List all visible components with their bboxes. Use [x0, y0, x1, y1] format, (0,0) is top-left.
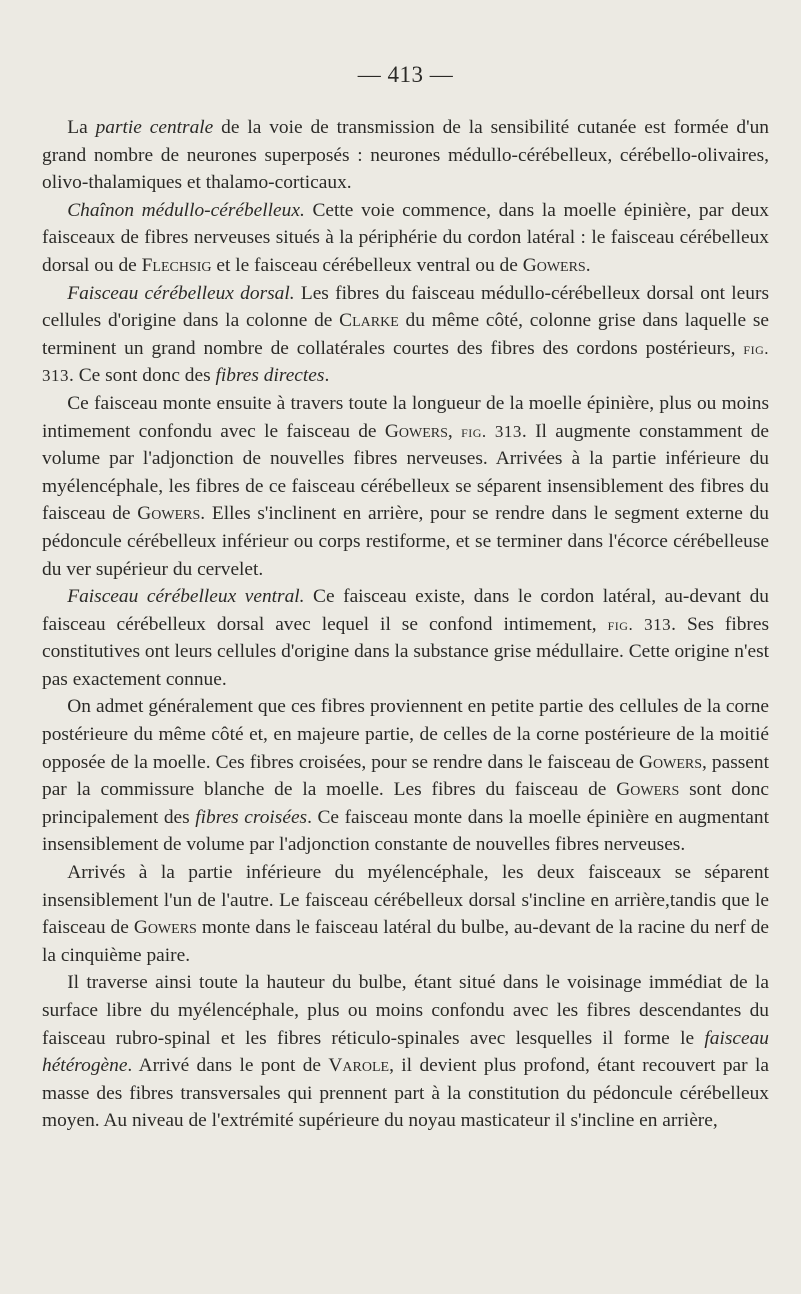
section-heading-dorsal: Faisceau cérébelleux dorsal. [67, 282, 295, 304]
author-name: Flechsig [141, 254, 212, 276]
text: , passent par la commissure blanche de la moelle. Les fibres du faisceau de [42, 751, 769, 801]
text: . Ce sont donc des [69, 365, 216, 387]
text: Cette voie commence, dans la moelle épinière, par deux faisceaux de fibres nerveuses situés à la périphérie du cordon latéral : le faisceau cérébelleux dorsal ou de [42, 199, 769, 276]
italic-term: fibres directes [215, 365, 325, 387]
page-number: — 413 — [357, 62, 454, 87]
figure-reference: fig. 313 [607, 614, 672, 634]
italic-term: faisceau hétérogène [42, 1027, 769, 1077]
text: . Ce faisceau monte dans la moelle épinière en augmentant insensiblement de volume par l'adjonction constante de nouvelles fibres nerveuses. [42, 806, 769, 856]
figure-reference: fig. 313 [461, 421, 522, 441]
text: Il traverse ainsi toute la hauteur du bulbe, étant situé dans le voisinage immédiat de la surface libre du myélencéphale, plus ou moins confondu avec les fibres descendantes du faisceau rubro-spinal et les fibres réticulo-spinales avec lesquelles il forme le [42, 972, 769, 1049]
author-name: Gowers [616, 779, 680, 801]
author-name: Clarke [339, 310, 399, 332]
text: monte dans le faisceau latéral du bulbe, au-devant de la racine du nerf de la cinquième paire. [42, 917, 770, 966]
text: sont donc principalement des [42, 779, 770, 828]
text: , [447, 420, 462, 442]
paragraph-3 [42, 280, 769, 390]
text: . Il augmente constamment de volume par l'adjonction de nouvelles fibres nerveuses. Arrivées à la partie inférieure du myélencéphale, les fibres de ce faisceau cérébelleux se séparent insensiblement des fibres du faisceau de [42, 420, 769, 525]
text: Ce faisceau existe, dans le cordon latéral, au-devant du faisceau cérébelleux dorsal avec lequel il se confond intimement, [42, 586, 769, 635]
text: . [585, 254, 591, 276]
paragraph-8 [42, 969, 769, 1135]
italic-term: fibres croisées [195, 806, 308, 828]
author-name: Gowers [522, 254, 586, 276]
text: La [67, 117, 96, 138]
section-heading-ventral: Faisceau cérébelleux ventral. [67, 586, 305, 608]
author-name: Varole [328, 1055, 390, 1077]
italic-term: partie centrale [95, 117, 214, 138]
author-name: Gowers [384, 420, 448, 442]
text: du même côté, colonne grise dans laquelle se terminent un grand nombre de collatérales courtes des fibres des cordons postérieurs, [42, 310, 769, 359]
text: Les fibres du faisceau médullo-cérébelleux dorsal ont leurs cellules d'origine dans la colonne de [42, 282, 769, 332]
text: et le faisceau cérébelleux ventral ou de [211, 254, 523, 276]
paragraph-7 [42, 859, 769, 969]
text: . Elles s'inclinent en arrière, pour se rendre dans le segment externe du pédoncule cérébelleux inférieur ou corps restiforme, et se terminer dans l'écorce cérébelleuse du ver supérieur du cervelet. [42, 503, 769, 580]
paragraph-4 [42, 390, 769, 583]
paragraph-1 [42, 114, 769, 197]
author-name: Gowers [639, 751, 703, 773]
author-name: Gowers [137, 503, 201, 525]
text: . Arrivé dans le pont de [127, 1055, 329, 1077]
paragraph-2 [42, 197, 769, 280]
text: de la voie de transmission de la sensibilité cutanée est formée d'un grand nombre de neurones superposés : neurones médullo-cérébelleux, cérébello-olivaires, olivo-thalamiques et thalamo-corticaux. [42, 117, 770, 194]
paragraph-5 [42, 583, 769, 693]
text: Ce faisceau monte ensuite à travers toute la longueur de la moelle épinière, plus ou moins intimement confondu avec le faisceau de [42, 392, 769, 442]
author-name: Gowers [133, 917, 197, 939]
section-heading-chainon: Chaînon médullo-cérébelleux. [67, 199, 305, 221]
text: , il devient plus profond, étant recouvert par la masse des fibres transversales qui prennent part à la constitution du pédoncule cérébelleux moyen. Au niveau de l'extrémité supérieure du noyau masticateur il s'incline en arrière, [42, 1055, 769, 1132]
text: . [324, 365, 330, 387]
text: Arrivés à la partie inférieure du myélencéphale, les deux faisceaux se séparent insensiblement l'un de l'autre. Le faisceau cérébelleux dorsal s'incline en arrière,tandis que le faisceau de [42, 862, 769, 939]
paragraph-6 [42, 693, 769, 859]
figure-reference: fig. 313 [42, 338, 769, 386]
text: . Ses fibres constitutives ont leurs cellules d'origine dans la substance grise médullaire. Cette origine n'est pas exactement connue. [42, 613, 770, 690]
text: On admet généralement que ces fibres proviennent en petite partie des cellules de la corne postérieure du même côté et, en majeure partie, de celles de la corne postérieure de la moitié opposée de la moelle. Ces fibres croisées, pour se rendre dans le faisceau de [42, 696, 769, 773]
